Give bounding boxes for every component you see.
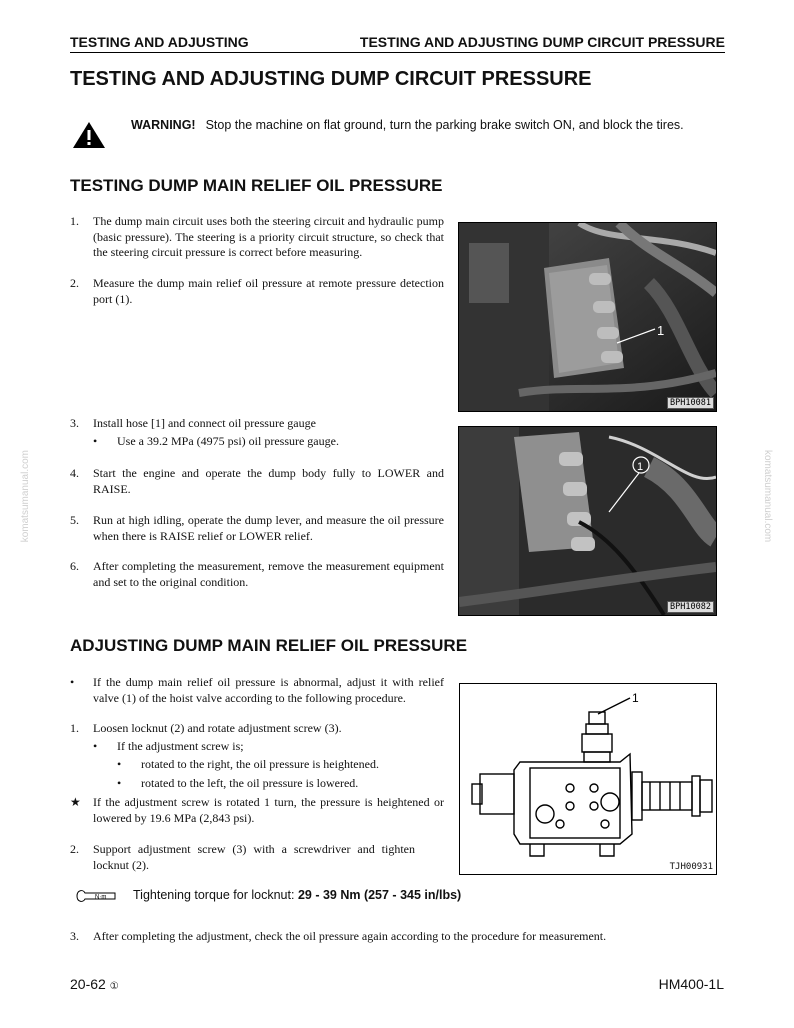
testing-step-3-bullet: • Use a 39.2 MPa (4975 psi) oil pressure gauge. xyxy=(93,434,339,448)
hoist-valve-diagram xyxy=(459,683,717,875)
photo1-callout: 1 xyxy=(657,323,665,338)
adjusting-star-note: ★ If the adjustment screw is rotated 1 turn, the pressure is heightened or lowered by 19.6 MPa (2,843 psi). xyxy=(70,795,444,825)
adjusting-step-2: 2. Support adjustment screw (3) with a screwdriver and tighten locknut (2). xyxy=(70,842,415,872)
torque-icon-text: N·m xyxy=(95,894,107,901)
watermark-left: komatsumanual.com xyxy=(20,450,31,543)
adjusting-intro: • If the dump main relief oil pressure is abnormal, adjust it with relief valve (1) of the hoist valve according to the following procedure. xyxy=(70,675,444,705)
adjusting-sub-item-right: • rotated to the right, the oil pressure is heightened. xyxy=(117,757,379,771)
header-section: TESTING AND ADJUSTING xyxy=(70,34,249,50)
diagram-caption: TJH00931 xyxy=(669,862,713,872)
torque-value: 29 - 39 Nm (257 - 345 in/lbs) xyxy=(297,888,462,902)
star-icon: ★ xyxy=(70,795,81,809)
watermark-right: komatsumanual.com xyxy=(762,450,773,543)
warning-text: Stop the machine on flat ground, turn the parking brake switch ON, and block the tires. xyxy=(205,118,684,132)
adjusting-step-1: 1. Loosen locknut (2) and rotate adjustment screw (3). xyxy=(70,721,342,735)
testing-step-2: 2. Measure the dump main relief oil pressure at remote pressure detection port (1). xyxy=(70,276,444,306)
warning-note xyxy=(131,118,684,132)
photo2-callout: 1 xyxy=(637,461,644,473)
running-header xyxy=(70,34,725,53)
torque-spec xyxy=(133,888,461,902)
revision-mark: ① xyxy=(109,981,119,992)
hoist-valve-drawing xyxy=(460,684,716,874)
photo2-caption: BPH10082 xyxy=(667,601,714,613)
testing-step-6: 6. After completing the measurement, remove the measurement equipment and set to the original condition. xyxy=(70,559,444,589)
page-number: 20-62 ① xyxy=(70,976,119,992)
photo-hose-gauge xyxy=(458,426,717,616)
testing-step-3: 3. Install hose [1] and connect oil pressure gauge xyxy=(70,416,316,430)
adjusting-heading: ADJUSTING DUMP MAIN RELIEF OIL PRESSURE xyxy=(70,636,468,655)
warning-triangle-icon xyxy=(72,121,106,149)
diagram-callout: 1 xyxy=(632,691,639,705)
testing-heading: TESTING DUMP MAIN RELIEF OIL PRESSURE xyxy=(70,176,443,195)
header-topic: TESTING AND ADJUSTING DUMP CIRCUIT PRESSURE xyxy=(359,34,725,50)
photo1-caption: BPH10081 xyxy=(667,397,714,409)
warning-label: WARNING! xyxy=(131,118,196,132)
torque-wrench-icon xyxy=(75,887,119,905)
testing-step-4: 4. Start the engine and operate the dump body fully to LOWER and RAISE. xyxy=(70,466,444,496)
torque-label: Tightening torque for locknut: xyxy=(133,888,295,902)
photo-hose-gauge-art xyxy=(459,427,716,615)
adjusting-sub-item-left: • rotated to the left, the oil pressure is lowered. xyxy=(117,776,359,790)
model-number: HM400-1L xyxy=(658,976,724,992)
page-title: TESTING AND ADJUSTING DUMP CIRCUIT PRESSURE xyxy=(70,68,592,90)
photo-pressure-port-art xyxy=(459,223,716,411)
adjusting-step-3: 3. After completing the adjustment, check the oil pressure again according to the procedure for measurement. xyxy=(70,929,607,943)
adjusting-sub-lead: • If the adjustment screw is; xyxy=(93,739,244,753)
testing-step-1: 1. The dump main circuit uses both the steering circuit and hydraulic pump (basic pressure). The steering is a priority circuit structure, so check that the steering circuit pressure is correct before measuring. xyxy=(70,214,444,259)
photo-pressure-port xyxy=(458,222,717,412)
testing-step-5: 5. Run at high idling, operate the dump lever, and measure the oil pressure when there is RAISE relief or LOWER relief. xyxy=(70,513,444,543)
